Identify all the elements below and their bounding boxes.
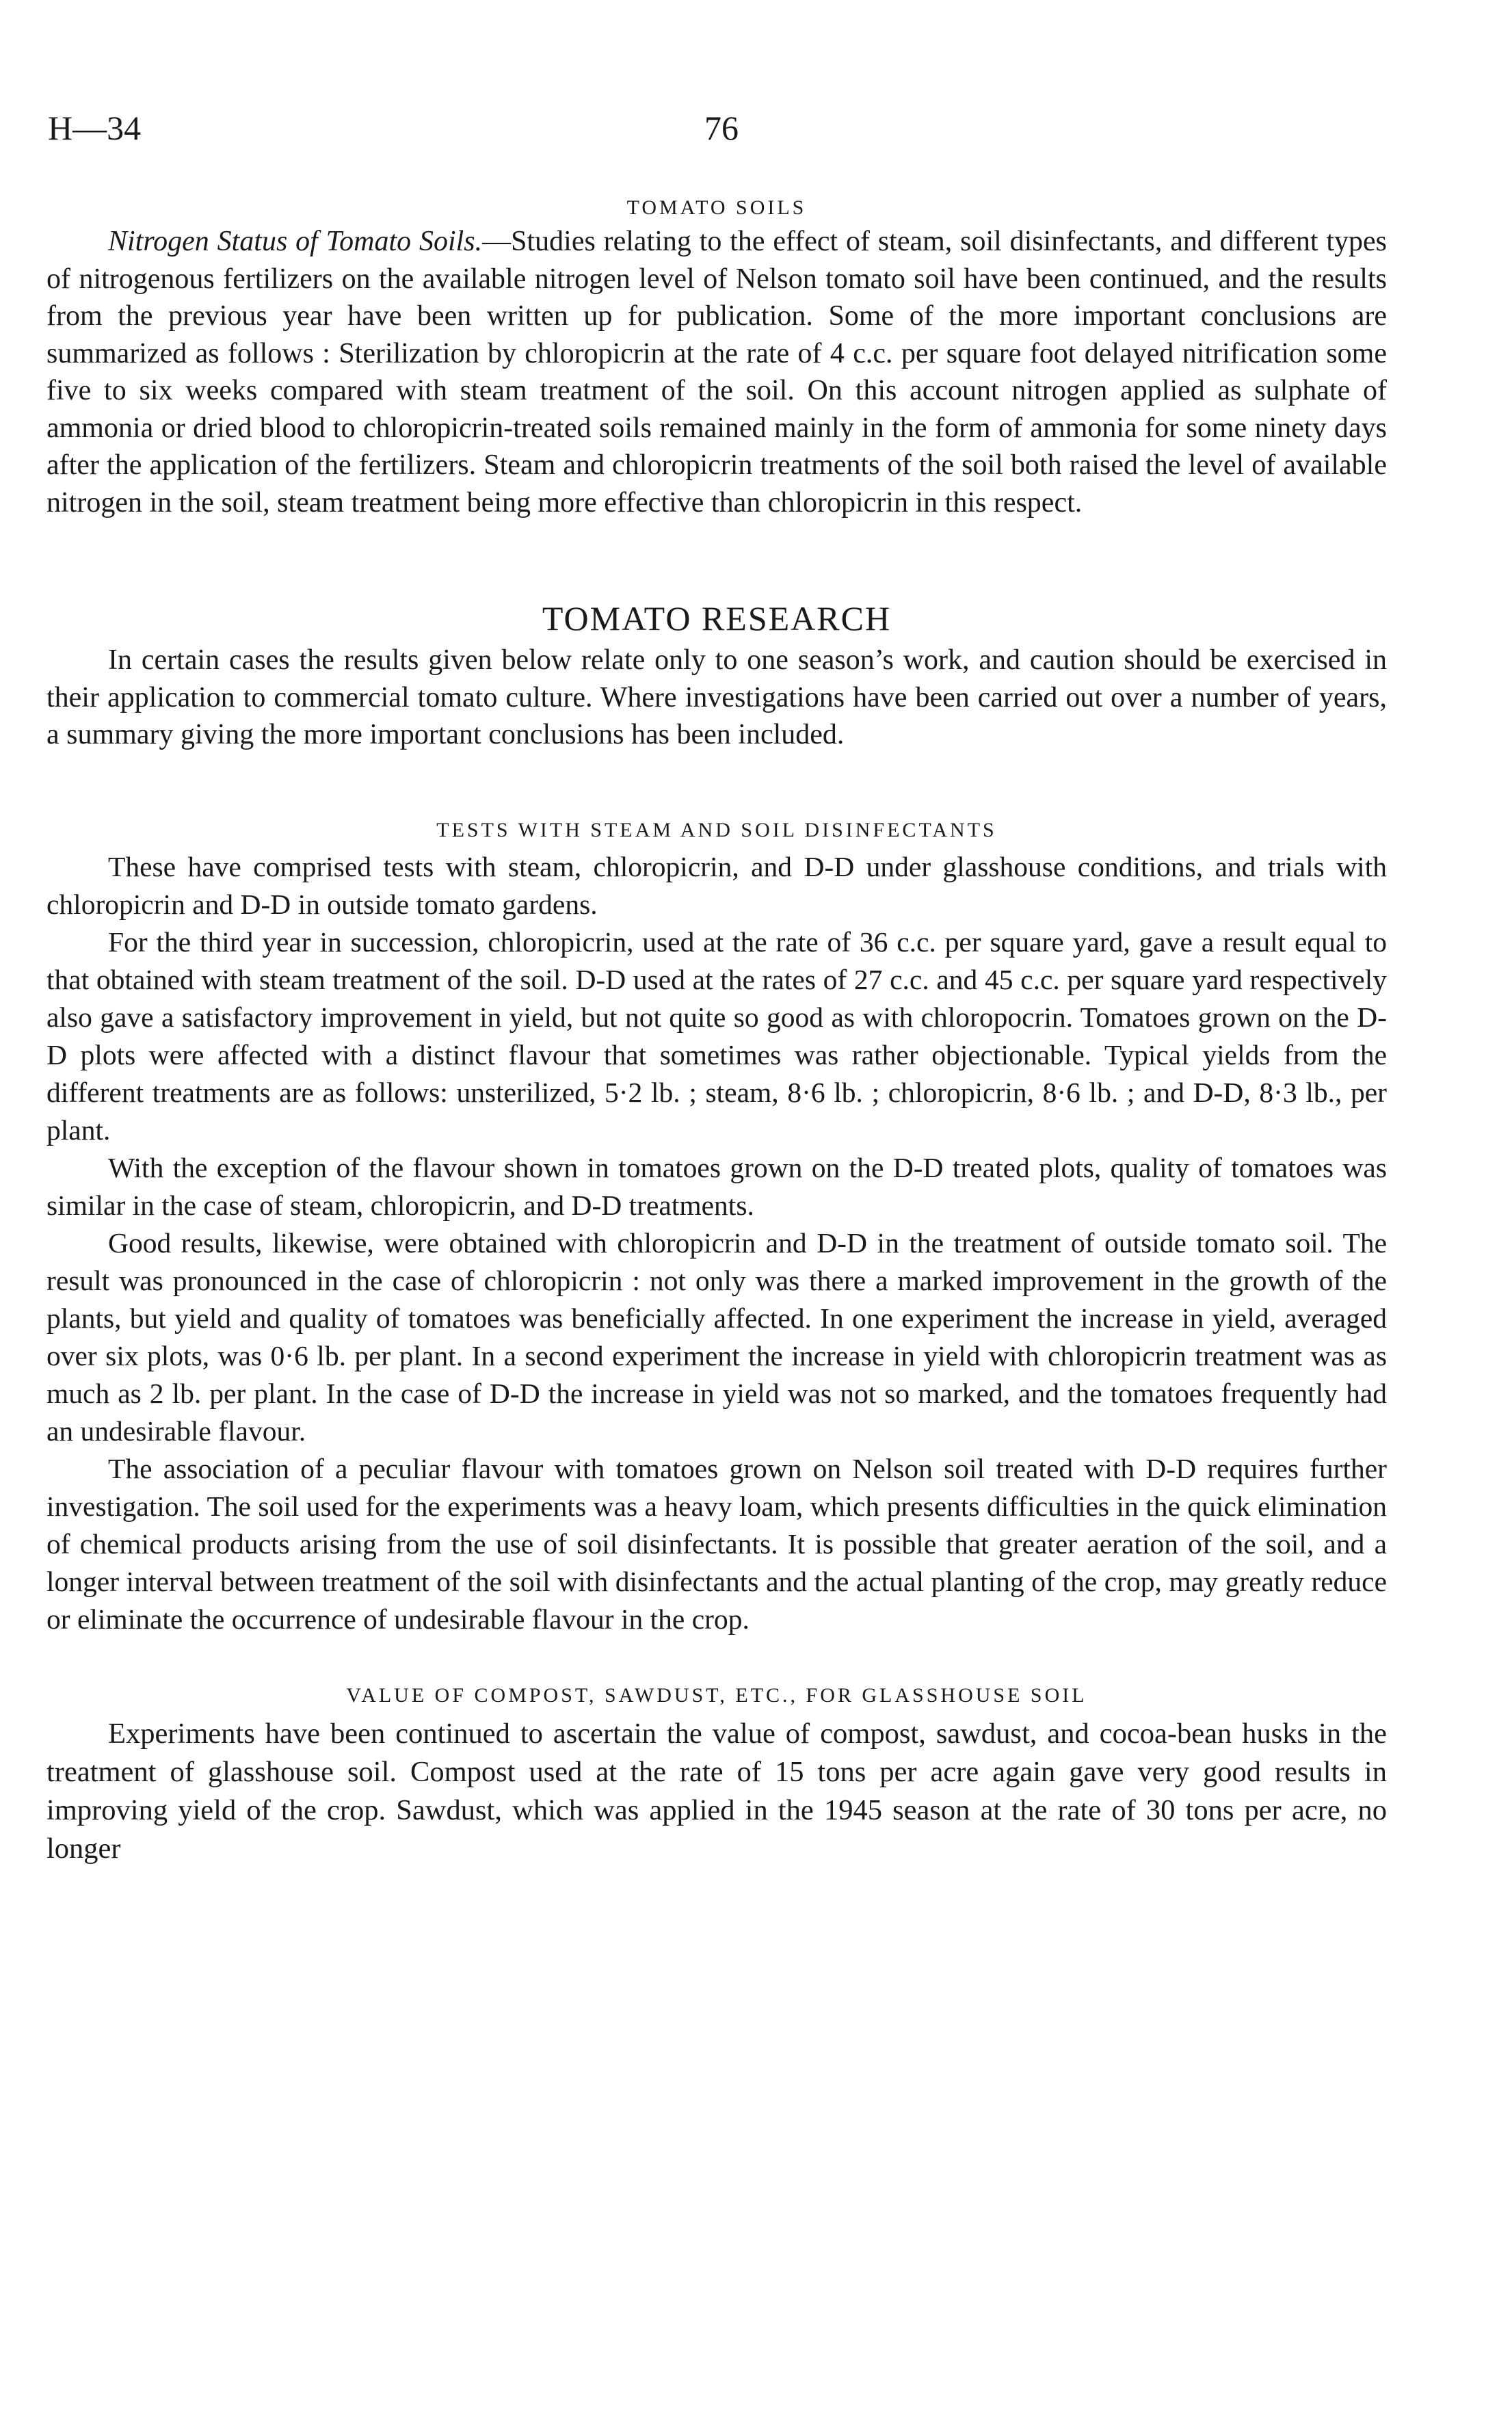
section-number: H—34: [48, 109, 142, 147]
page-header: [48, 108, 1450, 156]
tomato-research-heading: TOMATO RESEARCH: [542, 599, 892, 638]
steam-tests-paragraph-3: With the exception of the flavour shown in tomatoes grown on the D-D treated plots, quality of tomatoes was similar in the case of steam, chloropicrin, and D-D treatments.: [47, 1151, 1387, 1221]
tomato-research-paragraph: In certain cases the results given below relate only to one season’s work, and caution should be exercised in their application to commercial tomato culture. Where investigations have been carried out over a number of years, a summary giving the more important conclusions has been included.: [47, 644, 1387, 750]
nitrogen-status-text: —Studies relating to the effect of steam, soil disinfectants, and different types of nitrogenous fertilizers on the available nitrogen level of Nelson tomato soil have been continued, and the results from the previous year have been written up for publication. Some of the more important conclusions are summarized as follows : Sterilization by chloropicrin at the rate of 4 c.c. per square foot delayed nitrification some five to six weeks compared with steam treatment of the soil. On this account nitrogen applied as sulphate of ammonia or dried blood to chloropicrin-treated soils remained mainly in the form of ammonia for some ninety days after the application of the fertilizers. Steam and chloropicrin treatments of the soil both raised the level of available nitrogen in the soil, steam treatment being more effective than chloropicrin in this respect.: [47, 226, 1387, 518]
page-number: 76: [704, 109, 739, 147]
nitrogen-status-paragraph: [47, 223, 1387, 521]
steam-tests-paragraph-2: For the third year in succession, chloropicrin, used at the rate of 36 c.c. per square yard, gave a result equal to that obtained with steam treatment of the soil. D-D used at the rates of 27 c.c. and 45 c.c. per square yard respectively also gave a satisfactory improvement in yield, but not quite so good as with chloropocrin. Tomatoes grown on the D-D plots were affected with a distinct flavour that sometimes was rather objectionable. Typical yields from the different treatments are as follows: unsterilized, 5·2 lb. ; steam, 8·6 lb. ; chloropicrin, 8·6 lb. ; and D-D, 8·3 lb., per plant.: [47, 925, 1387, 1146]
compost-paragraph: Experiments have been continued to ascertain the value of compost, sawdust, and cocoa-bean husks in the treatment of glasshouse soil. Compost used at the rate of 15 tons per acre again gave very good results in improving yield of the crop. Sawdust, which was applied in the 1945 season at the rate of 30 tons per acre, no longer: [47, 1717, 1387, 1865]
steam-tests-paragraph-5: The association of a peculiar flavour with tomatoes grown on Nelson soil treated with D-D requires further investigation. The soil used for the experiments was a heavy loam, which presents difficulties in the quick elimination of chemical products arising from the use of soil disinfectants. It is possible that greater aeration of the soil, and a longer interval between treatment of the soil with disinfectants and the actual planting of the crop, may greatly reduce or eliminate the occurrence of undesirable flavour in the crop.: [47, 1452, 1387, 1635]
tomato-soils-heading: TOMATO SOILS: [626, 196, 807, 219]
steam-tests-paragraph-1: These have comprised tests with steam, chloropicrin, and D-D under glasshouse conditions, and trials with chloropicrin and D-D in outside tomato gardens.: [47, 850, 1387, 920]
nitrogen-status-lead: Nitrogen Status of Tomato Soils.: [108, 226, 483, 257]
steam-tests-paragraph-4: Good results, likewise, were obtained with chloropicrin and D-D in the treatment of outside tomato soil. The result was pronounced in the case of chloropicrin : not only was there a marked improvement in the growth of the plants, but yield and quality of tomatoes was beneficially affected. In one experiment the increase in yield, averaged over six plots, was 0·6 lb. per plant. In a second experiment the increase in yield with chloropicrin treatment was as much as 2 lb. per plant. In the case of D-D the increase in yield was not so marked, and the tomatoes frequently had an undesirable flavour.: [47, 1226, 1387, 1447]
compost-heading: VALUE OF COMPOST, SAWDUST, ETC., FOR GLASSHOUSE SOIL: [346, 1683, 1087, 1707]
steam-tests-heading: TESTS WITH STEAM AND SOIL DISINFECTANTS: [436, 818, 997, 841]
page-body: [47, 193, 1387, 1868]
